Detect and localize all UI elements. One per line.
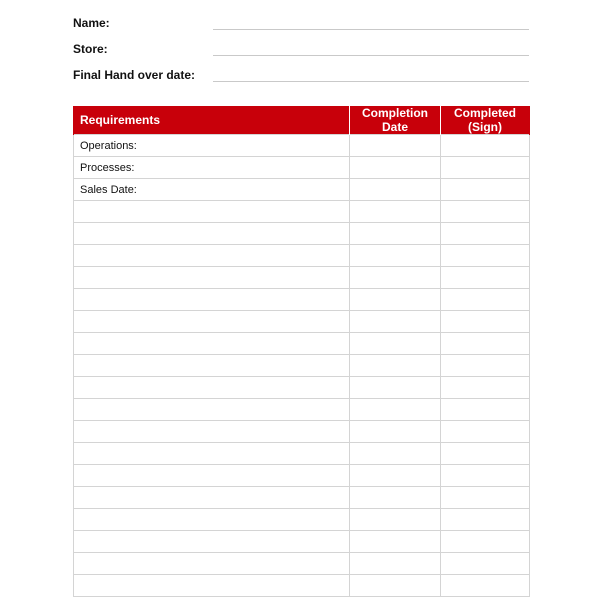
table-row	[74, 509, 530, 531]
completed-sign-cell[interactable]	[441, 553, 530, 575]
requirement-cell[interactable]	[74, 377, 350, 399]
completion-date-cell[interactable]	[350, 289, 441, 311]
requirement-cell[interactable]	[74, 355, 350, 377]
completed-sign-cell[interactable]	[441, 487, 530, 509]
requirement-cell: Operations:	[74, 135, 350, 157]
column-header-completion-date: Completion Date	[350, 106, 441, 135]
completed-sign-cell[interactable]	[441, 531, 530, 553]
requirements-table-body	[74, 135, 530, 597]
requirement-cell[interactable]	[74, 245, 350, 267]
completion-date-cell[interactable]	[350, 377, 441, 399]
handover-date-input-line[interactable]	[213, 81, 529, 82]
table-row	[74, 135, 530, 157]
requirement-cell[interactable]	[74, 575, 350, 597]
requirement-cell[interactable]	[74, 443, 350, 465]
requirement-cell[interactable]	[74, 465, 350, 487]
table-row	[74, 311, 530, 333]
table-row	[74, 245, 530, 267]
table-row	[74, 157, 530, 179]
requirement-cell: Processes:	[74, 157, 350, 179]
completion-date-cell[interactable]	[350, 355, 441, 377]
column-header-requirements: Requirements	[74, 106, 350, 135]
requirement-cell[interactable]	[74, 311, 350, 333]
table-row	[74, 465, 530, 487]
completed-sign-cell[interactable]	[441, 267, 530, 289]
requirement-cell[interactable]	[74, 421, 350, 443]
completed-sign-cell[interactable]	[441, 289, 530, 311]
table-row	[74, 553, 530, 575]
completed-sign-cell[interactable]	[441, 201, 530, 223]
table-row	[74, 179, 530, 201]
requirement-cell[interactable]	[74, 333, 350, 355]
table-row	[74, 487, 530, 509]
requirements-table	[73, 106, 530, 597]
completed-sign-cell[interactable]	[441, 443, 530, 465]
handover-date-field-row	[73, 67, 529, 87]
completion-date-cell[interactable]	[350, 245, 441, 267]
requirement-cell[interactable]	[74, 223, 350, 245]
completed-sign-cell[interactable]	[441, 509, 530, 531]
table-row	[74, 575, 530, 597]
column-header-completed-sign: Completed (Sign)	[441, 106, 530, 135]
table-row	[74, 289, 530, 311]
store-label: Store:	[73, 42, 108, 56]
requirement-cell[interactable]	[74, 531, 350, 553]
completed-sign-cell[interactable]	[441, 157, 530, 179]
completion-date-cell[interactable]	[350, 399, 441, 421]
completed-sign-cell[interactable]	[441, 179, 530, 201]
table-row	[74, 531, 530, 553]
store-field-row	[73, 41, 529, 61]
requirement-cell[interactable]	[74, 553, 350, 575]
completion-date-cell[interactable]	[350, 575, 441, 597]
requirements-table-header	[74, 106, 530, 135]
table-row	[74, 421, 530, 443]
completion-date-cell[interactable]	[350, 531, 441, 553]
completion-date-cell[interactable]	[350, 223, 441, 245]
store-input-line[interactable]	[213, 55, 529, 56]
completed-sign-cell[interactable]	[441, 421, 530, 443]
completed-sign-cell[interactable]	[441, 135, 530, 157]
completion-date-cell[interactable]	[350, 135, 441, 157]
completed-sign-cell[interactable]	[441, 245, 530, 267]
completion-date-cell[interactable]	[350, 465, 441, 487]
table-row	[74, 443, 530, 465]
requirement-cell[interactable]	[74, 399, 350, 421]
requirement-cell[interactable]	[74, 509, 350, 531]
requirement-cell[interactable]	[74, 289, 350, 311]
table-row	[74, 355, 530, 377]
completion-date-cell[interactable]	[350, 487, 441, 509]
completed-sign-cell[interactable]	[441, 223, 530, 245]
name-field-row	[73, 15, 529, 35]
requirement-cell[interactable]	[74, 201, 350, 223]
completion-date-cell[interactable]	[350, 201, 441, 223]
completed-sign-cell[interactable]	[441, 311, 530, 333]
completion-date-cell[interactable]	[350, 421, 441, 443]
requirement-cell: Sales Date:	[74, 179, 350, 201]
completion-date-cell[interactable]	[350, 311, 441, 333]
completion-date-cell[interactable]	[350, 179, 441, 201]
requirement-cell[interactable]	[74, 487, 350, 509]
handover-date-label: Final Hand over date:	[73, 68, 196, 82]
name-input-line[interactable]	[213, 29, 529, 30]
completion-date-cell[interactable]	[350, 333, 441, 355]
completed-sign-cell[interactable]	[441, 575, 530, 597]
completed-sign-cell[interactable]	[441, 377, 530, 399]
completion-date-cell[interactable]	[350, 443, 441, 465]
completed-sign-cell[interactable]	[441, 333, 530, 355]
completion-date-cell[interactable]	[350, 509, 441, 531]
header-row	[74, 106, 530, 135]
name-label: Name:	[73, 16, 110, 30]
requirement-cell[interactable]	[74, 267, 350, 289]
table-row	[74, 201, 530, 223]
completion-date-cell[interactable]	[350, 553, 441, 575]
table-row	[74, 333, 530, 355]
table-row	[74, 377, 530, 399]
table-row	[74, 399, 530, 421]
completion-date-cell[interactable]	[350, 267, 441, 289]
table-row	[74, 223, 530, 245]
completed-sign-cell[interactable]	[441, 355, 530, 377]
completed-sign-cell[interactable]	[441, 399, 530, 421]
table-row	[74, 267, 530, 289]
completion-date-cell[interactable]	[350, 157, 441, 179]
completed-sign-cell[interactable]	[441, 465, 530, 487]
